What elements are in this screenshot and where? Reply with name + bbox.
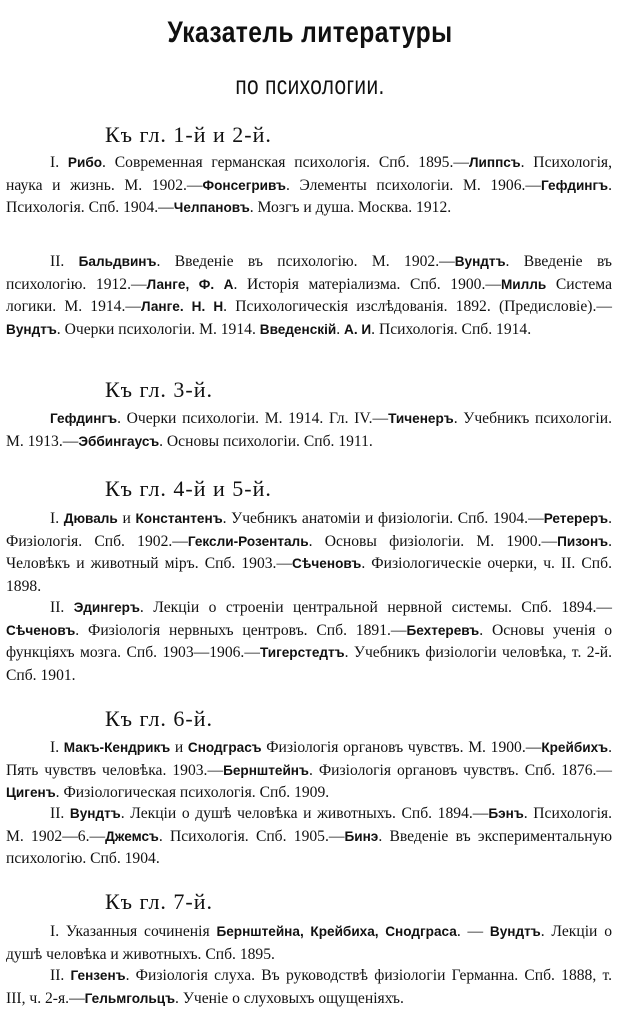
author-name: Крейбихъ [541, 740, 609, 755]
citation-text: . Психологія. Спб. 1904.— [6, 176, 612, 217]
author-name: Тиченеръ [388, 411, 454, 426]
citation-text: . Физіологія. Спб. 1902.— [6, 510, 612, 550]
citation-text: . Учебникъ психологіи. М. 1913.— [6, 410, 612, 450]
author-name: Цигенъ [6, 785, 56, 801]
author-name: Рибо [67, 155, 103, 170]
bibliography-paragraph [6, 408, 612, 453]
citation-text: I. [50, 510, 64, 527]
citation-text: Физіологія органовъ чувствъ. М. 1900.— [261, 739, 542, 756]
author-name: Тигерстедтъ [259, 645, 345, 661]
citation-text: . Основы физіологіи. М. 1900.— [308, 532, 558, 550]
citation-text: . Учебникъ физіологіи человѣка, т. 2-й. Спб. 1901. [6, 644, 613, 684]
citation-text: . Очерки психологіи. М. 1914. Гл. IV.— [117, 410, 389, 427]
author-name: Липпсъ [468, 155, 521, 170]
citation-text: II. [50, 253, 79, 270]
citation-text: . [336, 320, 344, 338]
author-name: Эдингеръ [73, 600, 140, 615]
bibliography-paragraph [6, 965, 612, 1010]
citation-text: . Лекціи о душѣ человѣка и животныхъ. Спб. 1894.— [120, 805, 489, 822]
citation-text: . Введеніе въ психологію. 1912.— [6, 253, 612, 293]
author-name: Снодграсъ [187, 740, 262, 755]
bibliography-paragraph [6, 152, 612, 220]
author-name: Сѣченовъ [6, 622, 76, 638]
citation-text: . Введеніе въ психологію. М. 1902.— [156, 253, 455, 270]
author-name: А. И [344, 321, 372, 337]
citation-text: . Основы ученія о функціяхъ мозга. Спб. 1903—1906.— [6, 621, 612, 662]
author-name: Сѣченовъ [292, 556, 362, 572]
citation-text: . Человѣкъ и животный міръ. Спб. 1903.— [6, 532, 612, 573]
author-name: Вундтъ [489, 924, 541, 939]
bibliography-paragraph [6, 508, 612, 598]
author-name: Гексли-Розенталь [187, 533, 309, 549]
bibliography-paragraph [6, 921, 612, 966]
citation-text: . Введеніе въ экспериментальную психологію. Спб. 1904. [6, 827, 612, 868]
author-name: Пизонъ [557, 533, 609, 549]
author-name: Джемсъ [105, 828, 159, 844]
citation-text: . Физіологія нервныхъ центровъ. Спб. 1891.— [75, 621, 407, 639]
citation-text: I. [50, 154, 68, 171]
author-name: Бэнъ [488, 806, 524, 821]
citation-text: . Физіологическіе очерки, ч. II. Спб. 1898. [6, 555, 612, 595]
author-name: Гефдингъ [541, 177, 609, 193]
citation-text: . Лекціи о душѣ человѣка и животныхъ. Спб. 1895. [6, 923, 612, 963]
citation-text: . Психологія. Спб. 1914. [371, 320, 532, 338]
author-name: Челпановъ [173, 200, 250, 216]
author-name: Бальдвинъ [78, 254, 157, 269]
citation-text: . Современная германская психологія. Спб. 1895.— [102, 154, 469, 171]
bibliography-paragraph [6, 251, 612, 341]
citation-text: . Психологія, наука и жизнь. М. 1902.— [6, 154, 613, 194]
page-title: Указатель литературы [167, 16, 453, 49]
author-name: Бехтеревъ [406, 622, 480, 638]
citation-text: . Пять чувствъ человѣка. 1903.— [6, 739, 612, 779]
citation-text: . Психологическія изслѣдованія. 1892. (Предисловіе).— [223, 298, 612, 316]
citation-text: II. [50, 805, 70, 822]
author-name: Гефдингъ [50, 411, 118, 426]
citation-text: II. [50, 967, 71, 984]
author-name: Ретереръ [543, 511, 609, 526]
citation-text: . Физіологія слуха. Въ руководствѣ физіологіи Германна. Спб. 1888, т. III, ч. 2-я.— [6, 967, 612, 1007]
author-name: Вундтъ [69, 806, 121, 821]
citation-text: и [117, 510, 136, 527]
citation-text: . Психологія. М. 1902—6.— [6, 805, 612, 845]
citation-text: . Физіологическая психологія. Спб. 1909. [55, 784, 330, 802]
page-subtitle: по психологии. [235, 70, 385, 100]
author-name: Ланге. Н. Н [140, 299, 224, 315]
citation-text: и [170, 739, 188, 756]
citation-text: . Ученіе о слуховыхъ ощущеніяхъ. [175, 989, 404, 1007]
citation-text: . Исторія матеріализма. Спб. 1900.— [233, 275, 501, 293]
citation-text: . Психологія. Спб. 1905.— [158, 827, 345, 845]
section-heading: Къ гл. 4-й и 5-й. [105, 476, 272, 501]
citation-text: . Элементы психологіи. М. 1906.— [285, 176, 542, 194]
citation-text: I. [50, 739, 64, 756]
citation-text: . Очерки психологіи. М. 1914. [56, 320, 260, 338]
author-name: Бернштейна, Крейбиха, Снодграса [216, 924, 457, 939]
author-name: Макъ-Кендрикъ [63, 740, 171, 755]
author-name: Фонсегривъ [202, 177, 286, 193]
bibliography-paragraph [6, 737, 612, 805]
author-name: Вундтъ [6, 321, 57, 337]
citation-text: . Учебникъ анатоміи и физіологіи. Спб. 1904.— [222, 510, 544, 527]
bibliography-paragraph [6, 597, 612, 687]
section-heading: Къ гл. 7-й. [105, 889, 214, 914]
author-name: Ланге, Ф. А [146, 276, 234, 292]
citation-text: . Физіологія органовъ чувствъ. Спб. 1876.— [308, 761, 612, 779]
section-heading: Къ гл. 6-й. [105, 706, 214, 731]
author-name: Вундтъ [454, 254, 506, 269]
author-name: Дюваль [63, 511, 118, 526]
citation-text: . Основы психологіи. Спб. 1911. [159, 432, 373, 450]
author-name: Милль [500, 276, 547, 292]
citation-text: . Лекціи о строеніи центральной нервной системы. Спб. 1894.— [139, 599, 613, 616]
section-heading: Къ гл. 3-й. [105, 377, 214, 402]
citation-text: . Мозгъ и душа. Москва. 1912. [249, 199, 452, 217]
author-name: Гельмгольцъ [84, 990, 176, 1006]
author-name: Введенскій [259, 321, 337, 337]
citation-text: Система логики. М. 1914.— [6, 275, 612, 316]
author-name: Гензенъ [70, 968, 126, 983]
section-heading: Къ гл. 1-й и 2-й. [105, 122, 272, 147]
author-name: Константенъ [135, 511, 223, 526]
bibliography-paragraph [6, 803, 612, 871]
citation-text: . — [456, 923, 490, 940]
citation-text: I. Указанныя сочиненія [50, 923, 217, 940]
author-name: Бинэ [344, 828, 379, 844]
author-name: Бернштейнъ [223, 762, 309, 778]
citation-text: II. [50, 599, 74, 616]
author-name: Эббингаусъ [78, 433, 160, 449]
